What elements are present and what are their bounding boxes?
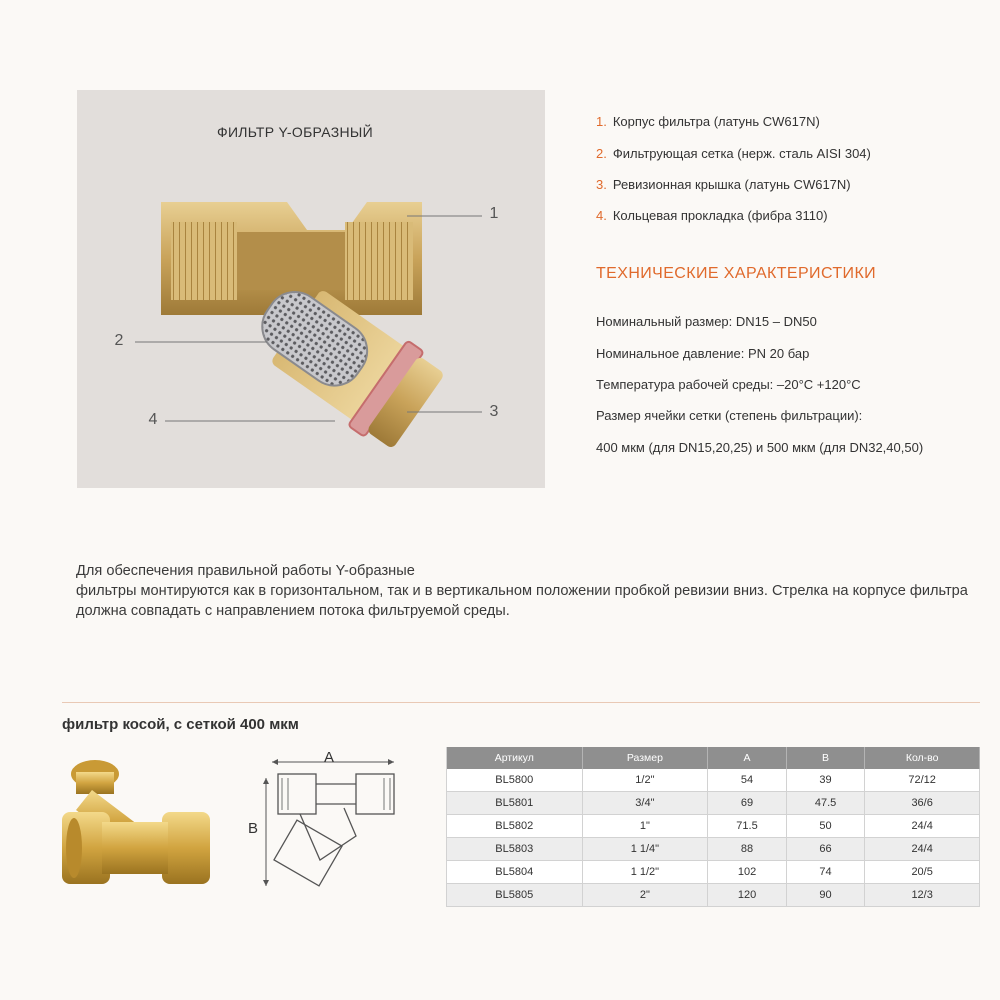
diagram-panel bbox=[77, 90, 545, 488]
callout-2: 2 bbox=[114, 332, 124, 349]
product-title: фильтр косой, с сеткой 400 мкм bbox=[62, 716, 299, 733]
dimension-drawing bbox=[244, 748, 414, 898]
cell-article: BL5803 bbox=[447, 838, 583, 861]
product-photo bbox=[62, 752, 212, 902]
header-b: B bbox=[786, 747, 865, 769]
cell-quantity: 24/4 bbox=[865, 838, 980, 861]
cell-quantity: 20/5 bbox=[865, 861, 980, 884]
part-item-1 bbox=[596, 114, 820, 129]
part-text: Корпус фильтра (латунь CW617N) bbox=[612, 114, 820, 129]
dimension-b-label: B bbox=[248, 820, 259, 837]
cell-size: 1/2" bbox=[582, 769, 708, 792]
callout-1: 1 bbox=[489, 205, 499, 222]
part-number: 1. bbox=[596, 114, 607, 129]
header-quantity: Кол-во bbox=[865, 747, 980, 769]
part-text: Ревизионная крышка (латунь CW617N) bbox=[612, 177, 851, 192]
table-row bbox=[447, 861, 980, 884]
cell-b: 74 bbox=[786, 861, 865, 884]
cell-article: BL5804 bbox=[447, 861, 583, 884]
cell-article: BL5801 bbox=[447, 792, 583, 815]
cell-a: 102 bbox=[708, 861, 787, 884]
table-row bbox=[447, 769, 980, 792]
cell-article: BL5805 bbox=[447, 884, 583, 907]
spec-line-temperature: Температура рабочей среды: –20°C +120°C bbox=[596, 377, 861, 392]
header-article: Артикул bbox=[447, 747, 583, 769]
cell-b: 90 bbox=[786, 884, 865, 907]
part-number: 4. bbox=[596, 208, 607, 223]
cell-a: 71.5 bbox=[708, 815, 787, 838]
cell-quantity: 24/4 bbox=[865, 815, 980, 838]
cell-size: 2" bbox=[582, 884, 708, 907]
spec-heading: ТЕХНИЧЕСКИЕ ХАРАКТЕРИСТИКИ bbox=[596, 265, 877, 282]
section-divider bbox=[62, 702, 980, 703]
product-spec-table bbox=[446, 747, 980, 907]
cell-quantity: 12/3 bbox=[865, 884, 980, 907]
part-item-4 bbox=[596, 208, 828, 223]
table-row bbox=[447, 815, 980, 838]
installation-note-line-1: Для обеспечения правильной работы Y-образные bbox=[76, 563, 415, 579]
table-row bbox=[447, 884, 980, 907]
table-header-row bbox=[447, 747, 980, 769]
spec-line-mesh-values: 400 мкм (для DN15,20,25) и 500 мкм (для DN32,40,50) bbox=[596, 440, 924, 455]
callout-4: 4 bbox=[148, 411, 158, 428]
cell-quantity: 36/6 bbox=[865, 792, 980, 815]
table-row bbox=[447, 792, 980, 815]
spec-line-mesh: Размер ячейки сетки (степень фильтрации): bbox=[596, 408, 863, 423]
part-item-2 bbox=[596, 146, 871, 161]
spec-line-pressure: Номинальное давление: PN 20 бар bbox=[596, 346, 810, 361]
cell-a: 54 bbox=[708, 769, 787, 792]
installation-note-line-2: фильтры монтируются как в горизонтальном, так и в вертикальном положении пробкой ревизии вниз. Стрелка на корпусе фильтра должна совпадать с направлением потока фильтруемой среды. bbox=[76, 583, 968, 619]
callout-3: 3 bbox=[489, 403, 499, 420]
cell-size: 1 1/4" bbox=[582, 838, 708, 861]
cell-b: 39 bbox=[786, 769, 865, 792]
cell-b: 50 bbox=[786, 815, 865, 838]
part-number: 3. bbox=[596, 177, 607, 192]
cell-a: 88 bbox=[708, 838, 787, 861]
cell-a: 69 bbox=[708, 792, 787, 815]
cell-article: BL5802 bbox=[447, 815, 583, 838]
cell-size: 1 1/2" bbox=[582, 861, 708, 884]
cell-b: 66 bbox=[786, 838, 865, 861]
part-text: Фильтрующая сетка (нерж. сталь AISI 304) bbox=[612, 146, 871, 161]
cell-quantity: 72/12 bbox=[865, 769, 980, 792]
header-size: Размер bbox=[582, 747, 708, 769]
cell-size: 1" bbox=[582, 815, 708, 838]
part-text: Кольцевая прокладка (фибра 3110) bbox=[612, 208, 828, 223]
spec-line-size: Номинальный размер: DN15 – DN50 bbox=[596, 314, 817, 329]
dimension-a-label: A bbox=[324, 749, 335, 766]
cell-article: BL5800 bbox=[447, 769, 583, 792]
cell-a: 120 bbox=[708, 884, 787, 907]
part-item-3 bbox=[596, 177, 851, 192]
part-number: 2. bbox=[596, 146, 607, 161]
installation-note bbox=[76, 561, 981, 621]
cell-size: 3/4" bbox=[582, 792, 708, 815]
table-row bbox=[447, 838, 980, 861]
diagram-title: ФИЛЬТР Y-ОБРАЗНЫЙ bbox=[217, 124, 373, 140]
header-a: A bbox=[708, 747, 787, 769]
cell-b: 47.5 bbox=[786, 792, 865, 815]
